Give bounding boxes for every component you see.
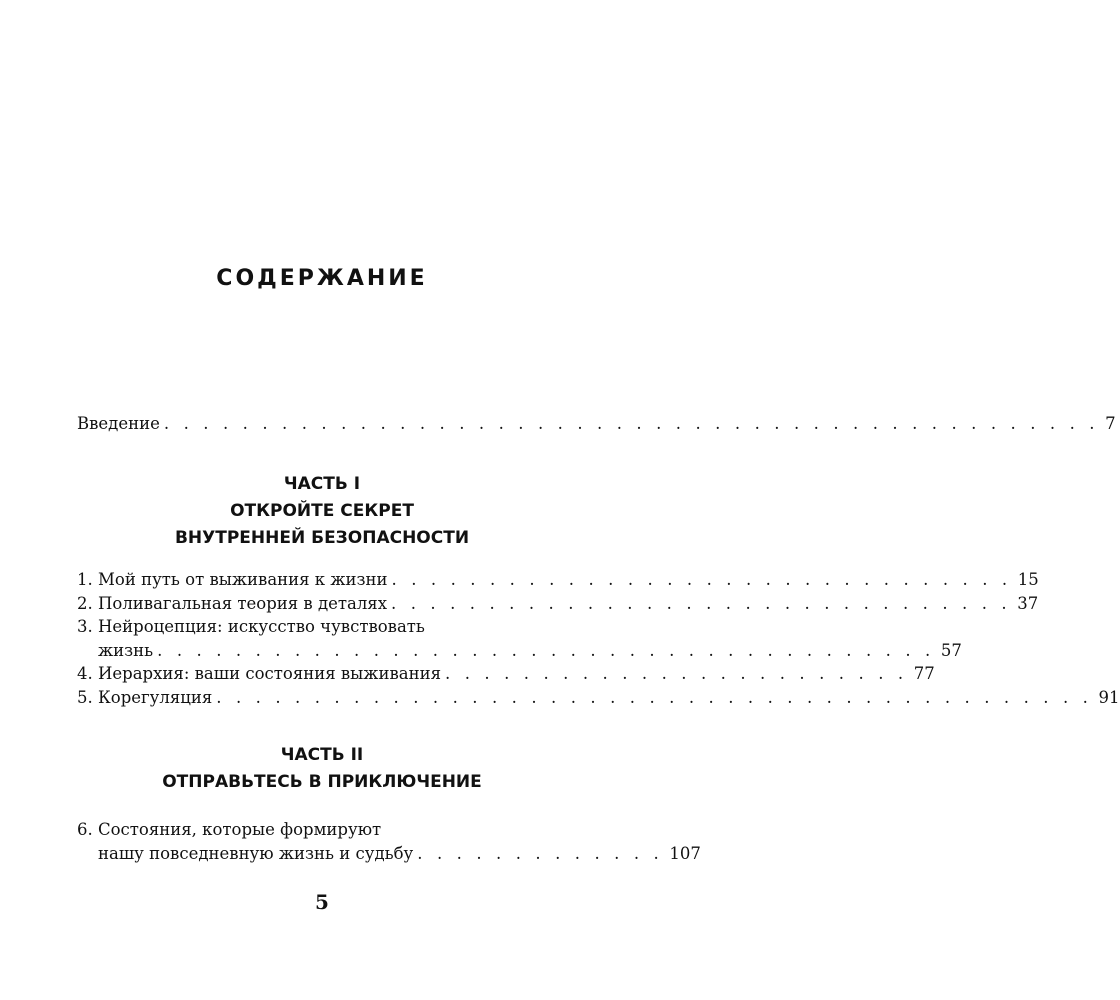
part-1-label: ЧАСТЬ I [283, 474, 361, 494]
toc-entry [77, 818, 527, 842]
toc-entry-intro [77, 414, 1116, 433]
toc-entry [77, 592, 1039, 616]
entry-title: Введение [77, 414, 160, 433]
entry-number: 4. [77, 664, 93, 684]
toc-intro [77, 414, 1116, 433]
entry-number: 1. [77, 570, 93, 589]
entry-title: Корегуляция [98, 687, 213, 707]
toc-entry [77, 662, 935, 686]
entry-title: Иерархия: ваши состояния выживания [98, 664, 442, 684]
dot-leader: . . . . . . . . . . . . . . . . . . . . . . . . [445, 664, 908, 684]
dot-leader: . . . . . . . . . . . . . . . . . . . . . . . . . . . . . . . . . . . . . . . . . . . . . [216, 687, 1093, 707]
part-2-label: ЧАСТЬ II [280, 745, 364, 765]
entry-page: 15 [1017, 570, 1039, 589]
entry-number: 2. [77, 593, 93, 613]
toc-entry [77, 615, 527, 639]
toc-entry [77, 568, 1039, 592]
toc-part-1 [77, 568, 1120, 710]
entry-page: 91 [1098, 687, 1120, 707]
entry-title: Нейроцепция: искусство чувствовать [98, 617, 425, 637]
entry-number: 5. [77, 687, 93, 707]
dot-leader: . . . . . . . . . . . . . . . . . . . . . . . . . . . . . . . . [391, 593, 1012, 613]
entry-number: 6. [77, 820, 93, 839]
entry-page: 107 [669, 844, 701, 863]
toc-entry-continuation [77, 842, 701, 866]
entry-title: Поливагальная теория в деталях [98, 593, 388, 613]
entry-title: Мой путь от выживания к жизни [98, 570, 388, 589]
entry-title-cont: жизнь [98, 640, 154, 660]
dot-leader: . . . . . . . . . . . . . [417, 844, 664, 863]
entry-page: 7 [1105, 414, 1116, 433]
dot-leader: . . . . . . . . . . . . . . . . . . . . . . . . . . . . . . . . . . . . . . . . . . . . . . . . [163, 414, 1100, 433]
entry-page: 37 [1017, 593, 1039, 613]
part-2-heading [0, 742, 644, 796]
dot-leader: . . . . . . . . . . . . . . . . . . . . . . . . . . . . . . . . . . . . . . . . [157, 640, 935, 660]
entry-page: 77 [913, 664, 935, 684]
entry-page: 57 [940, 640, 962, 660]
dot-leader: . . . . . . . . . . . . . . . . . . . . . . . . . . . . . . . . [391, 570, 1012, 589]
toc-part-2 [77, 818, 701, 866]
part-1-title-line1: ОТКРОЙТЕ СЕКРЕТ [230, 501, 414, 521]
entry-title: Состояния, которые формируют [98, 820, 382, 839]
part-2-title-line1: ОТПРАВЬТЕСЬ В ПРИКЛЮЧЕНИЕ [162, 772, 482, 792]
part-1-title-line2: ВНУТРЕННЕЙ БЕЗОПАСНОСТИ [174, 528, 470, 548]
entry-number: 3. [77, 617, 93, 637]
page-number: 5 [315, 890, 329, 914]
toc-entry-continuation [77, 639, 962, 663]
part-1-heading [0, 471, 644, 552]
toc-entry [77, 686, 1120, 710]
page-title: СОДЕРЖАНИЕ [216, 266, 428, 291]
entry-title-cont: нашу повседневную жизнь и судьбу [98, 844, 414, 863]
